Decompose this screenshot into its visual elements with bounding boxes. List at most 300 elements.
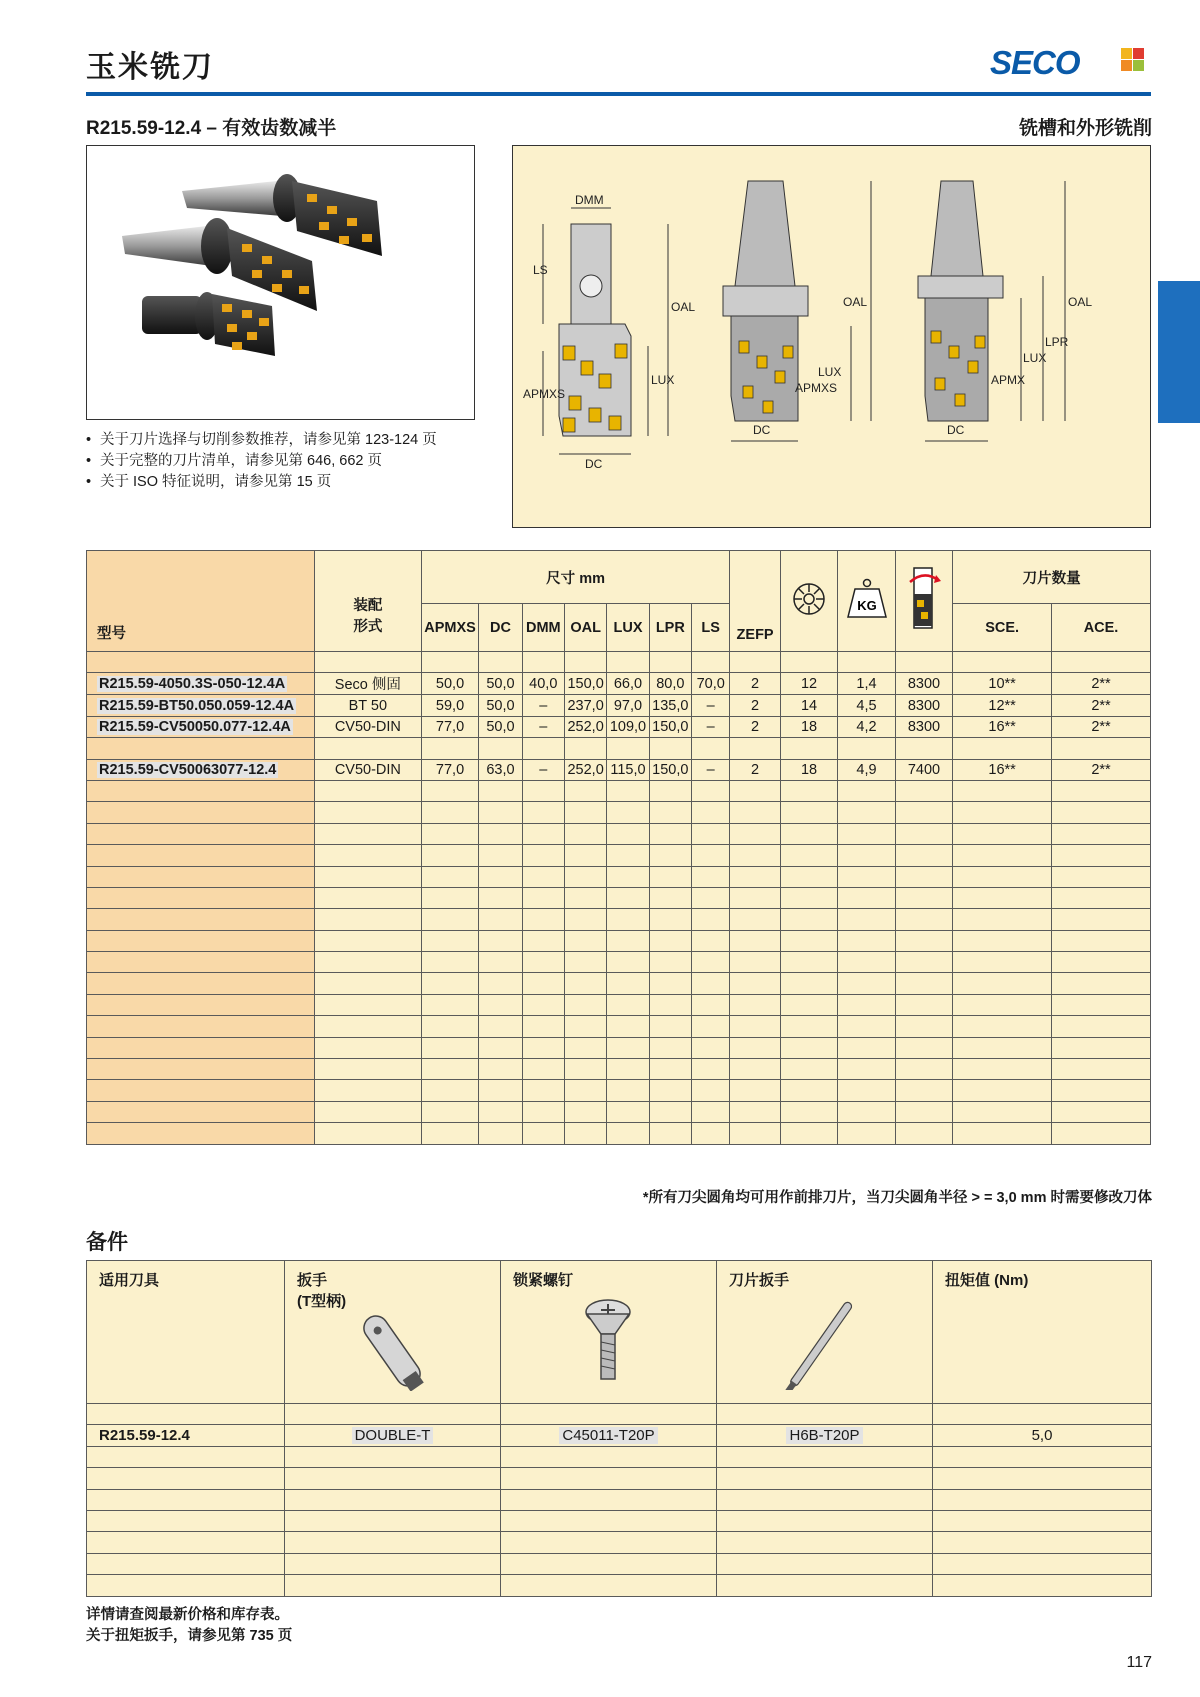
empty-cell — [87, 1553, 285, 1574]
empty-cell — [838, 952, 895, 973]
lux-cell: 66,0 — [607, 673, 649, 695]
empty-cell — [780, 909, 837, 930]
empty-cell — [564, 1037, 606, 1058]
empty-cell — [1052, 1016, 1151, 1037]
empty-table-row — [87, 887, 1151, 908]
empty-cell — [953, 887, 1052, 908]
empty-cell — [838, 1123, 895, 1144]
empty-cell — [649, 780, 691, 801]
teeth-cell: 12 — [780, 673, 837, 695]
empty-table-row — [87, 1101, 1151, 1122]
header-mount: 装配 形式 — [314, 551, 421, 652]
empty-cell — [780, 887, 837, 908]
empty-cell — [421, 887, 478, 908]
sce-cell: 16** — [953, 759, 1052, 780]
empty-cell — [838, 973, 895, 994]
empty-cell — [564, 909, 606, 930]
empty-cell — [421, 1101, 478, 1122]
lpr-cell: 150,0 — [649, 716, 691, 737]
empty-cell — [285, 1468, 501, 1489]
empty-cell — [838, 1059, 895, 1080]
acc-header-insert-key-label: 刀片扳手 — [729, 1272, 790, 1289]
empty-cell — [421, 823, 478, 844]
dim-lpr-label: LPR — [1045, 335, 1069, 349]
empty-cell — [421, 1123, 478, 1144]
empty-cell — [717, 1575, 933, 1596]
empty-cell — [895, 1101, 952, 1122]
teeth-cell: 14 — [780, 695, 837, 716]
header-apmxs: APMXS — [421, 604, 478, 652]
acc-torque-cell: 5,0 — [933, 1425, 1152, 1446]
empty-cell — [730, 909, 780, 930]
empty-cell — [692, 1123, 730, 1144]
empty-table-row — [87, 1489, 1152, 1510]
empty-cell — [953, 952, 1052, 973]
empty-cell — [564, 1059, 606, 1080]
dim-lux2-label: LUX — [818, 365, 842, 379]
empty-cell — [564, 823, 606, 844]
empty-cell — [649, 952, 691, 973]
empty-cell — [1052, 780, 1151, 801]
empty-cell — [649, 866, 691, 887]
empty-cell — [730, 973, 780, 994]
empty-cell — [314, 823, 421, 844]
mount-cell: Seco 侧固 — [314, 673, 421, 695]
acc-header-torque-label: 扭矩值 (Nm) — [945, 1272, 1029, 1289]
oal-cell: 252,0 — [564, 716, 606, 737]
table-footnote: *所有刀尖圆角均可用作前排刀片，当刀尖圆角半径 > = 3,0 mm 时需要修改刀体 — [642, 1190, 1152, 1206]
teeth-cell: 18 — [780, 716, 837, 737]
empty-cell — [479, 1080, 522, 1101]
acc-key-cell — [717, 1425, 933, 1446]
empty-cell — [564, 952, 606, 973]
lux-cell: 97,0 — [607, 695, 649, 716]
empty-cell — [314, 1101, 421, 1122]
empty-cell — [649, 1101, 691, 1122]
empty-cell — [780, 1037, 837, 1058]
empty-cell — [421, 930, 478, 951]
ls-cell: – — [692, 695, 730, 716]
empty-table-row — [87, 823, 1151, 844]
empty-cell — [285, 1510, 501, 1531]
empty-cell — [285, 1446, 501, 1467]
empty-cell — [522, 802, 564, 823]
ace-cell: 2** — [1052, 759, 1151, 780]
empty-cell — [87, 887, 315, 908]
reference-bullets — [86, 430, 437, 493]
dc-cell: 63,0 — [479, 759, 522, 780]
model-code: R215.59-4050.3S-050-12.4A — [99, 675, 286, 692]
empty-cell — [730, 994, 780, 1015]
empty-cell — [649, 1080, 691, 1101]
lux-cell: 109,0 — [607, 716, 649, 737]
empty-cell — [501, 1575, 717, 1596]
empty-cell — [780, 1059, 837, 1080]
empty-cell — [522, 1080, 564, 1101]
mount-cell: BT 50 — [314, 695, 421, 716]
dmm-cell: – — [522, 759, 564, 780]
empty-cell — [730, 1037, 780, 1058]
empty-cell — [895, 909, 952, 930]
empty-cell — [564, 930, 606, 951]
kg-cell: 4,5 — [838, 695, 895, 716]
dim-apmx-label: APMX — [991, 373, 1026, 387]
empty-cell — [522, 780, 564, 801]
empty-cell — [838, 780, 895, 801]
empty-cell — [564, 887, 606, 908]
empty-cell — [780, 823, 837, 844]
empty-cell — [649, 887, 691, 908]
empty-cell — [953, 845, 1052, 866]
empty-cell — [564, 780, 606, 801]
empty-cell — [421, 994, 478, 1015]
empty-cell — [314, 887, 421, 908]
empty-cell — [479, 802, 522, 823]
acc-wrench-cell — [285, 1425, 501, 1446]
empty-cell — [87, 1489, 285, 1510]
model-code: R215.59-BT50.050.059-12.4A — [99, 697, 295, 714]
empty-cell — [87, 1016, 315, 1037]
empty-cell — [953, 1123, 1052, 1144]
acc-header-wrench-label: 扳手 (T型柄) — [297, 1272, 347, 1310]
header-ace: ACE. — [1052, 604, 1151, 652]
technical-drawing — [512, 145, 1151, 528]
empty-cell — [87, 1123, 315, 1144]
empty-cell — [607, 952, 649, 973]
empty-cell — [953, 1037, 1052, 1058]
empty-cell — [1052, 866, 1151, 887]
empty-cell — [607, 802, 649, 823]
empty-cell — [564, 866, 606, 887]
empty-cell — [607, 866, 649, 887]
empty-cell — [522, 952, 564, 973]
category-label: 铣槽和外形铣削 — [1018, 118, 1152, 139]
table-row — [87, 716, 1151, 737]
empty-cell — [838, 823, 895, 844]
page-title: 玉米铣刀 — [86, 50, 214, 85]
empty-cell — [522, 1016, 564, 1037]
empty-cell — [87, 952, 315, 973]
empty-cell — [780, 780, 837, 801]
empty-cell — [1052, 930, 1151, 951]
bullet-item: • 关于刀片选择与切削参数推荐，请参见第 123-124 页 — [86, 430, 437, 451]
header-zefp: ZEFP — [730, 551, 780, 652]
weight-icon — [845, 577, 889, 621]
empty-table-row — [87, 845, 1151, 866]
empty-cell — [895, 1016, 952, 1037]
empty-cell — [314, 1016, 421, 1037]
empty-cell — [1052, 973, 1151, 994]
empty-cell — [692, 952, 730, 973]
oal-cell: 150,0 — [564, 673, 606, 695]
empty-cell — [314, 994, 421, 1015]
empty-cell — [314, 909, 421, 930]
empty-cell — [421, 1037, 478, 1058]
empty-cell — [730, 823, 780, 844]
cutter-teeth-icon — [791, 581, 827, 617]
empty-cell — [692, 823, 730, 844]
empty-cell — [522, 1123, 564, 1144]
empty-cell — [522, 909, 564, 930]
kg-label: KG — [856, 598, 877, 613]
empty-table-row — [87, 802, 1151, 823]
empty-cell — [421, 780, 478, 801]
empty-cell — [501, 1446, 717, 1467]
empty-cell — [895, 823, 952, 844]
empty-cell — [649, 823, 691, 844]
empty-cell — [479, 845, 522, 866]
empty-cell — [87, 909, 315, 930]
empty-table-row — [87, 994, 1151, 1015]
empty-table-row — [87, 1553, 1152, 1574]
empty-cell — [895, 1080, 952, 1101]
empty-cell — [895, 802, 952, 823]
empty-table-row — [87, 1532, 1152, 1553]
empty-cell — [895, 866, 952, 887]
header-dimensions-group: 尺寸 mm — [421, 551, 730, 604]
empty-cell — [953, 1080, 1052, 1101]
table-row — [87, 759, 1151, 780]
empty-cell — [421, 1080, 478, 1101]
table-row-spacer — [87, 652, 1151, 673]
empty-cell — [692, 1016, 730, 1037]
empty-cell — [314, 845, 421, 866]
empty-cell — [692, 866, 730, 887]
empty-cell — [780, 1016, 837, 1037]
acc-tool-cell: R215.59-12.4 — [87, 1425, 285, 1446]
empty-cell — [838, 909, 895, 930]
empty-cell — [649, 1123, 691, 1144]
empty-cell — [895, 845, 952, 866]
empty-cell — [87, 1510, 285, 1531]
empty-cell — [692, 909, 730, 930]
header-teeth-icon — [780, 551, 837, 652]
empty-cell — [953, 1016, 1052, 1037]
brand-name: SECO — [990, 44, 1080, 81]
empty-cell — [717, 1532, 933, 1553]
empty-cell — [314, 1059, 421, 1080]
lpr-cell: 80,0 — [649, 673, 691, 695]
empty-cell — [421, 802, 478, 823]
empty-cell — [314, 1080, 421, 1101]
acc-wrench-value: DOUBLE-T — [352, 1427, 434, 1444]
empty-cell — [479, 1123, 522, 1144]
empty-cell — [522, 823, 564, 844]
header-sce: SCE. — [953, 604, 1052, 652]
empty-cell — [717, 1489, 933, 1510]
empty-cell — [87, 823, 315, 844]
insert-key-icon — [729, 1290, 919, 1390]
empty-cell — [933, 1468, 1152, 1489]
empty-cell — [87, 994, 315, 1015]
empty-cell — [730, 845, 780, 866]
empty-cell — [87, 845, 315, 866]
model-code: R215.59-CV50050.077-12.4A — [99, 718, 291, 735]
empty-cell — [780, 1123, 837, 1144]
empty-cell — [838, 866, 895, 887]
acc-key-value: H6B-T20P — [786, 1427, 862, 1444]
empty-cell — [1052, 1037, 1151, 1058]
empty-cell — [838, 802, 895, 823]
apmxs-cell: 77,0 — [421, 716, 478, 737]
empty-cell — [421, 952, 478, 973]
empty-cell — [314, 780, 421, 801]
header-ls: LS — [692, 604, 730, 652]
empty-cell — [953, 1059, 1052, 1080]
empty-cell — [692, 1080, 730, 1101]
accessories-table — [86, 1260, 1152, 1597]
empty-cell — [953, 994, 1052, 1015]
empty-cell — [780, 973, 837, 994]
empty-cell — [649, 930, 691, 951]
empty-cell — [564, 1016, 606, 1037]
bullet-item: • 关于完整的刀片清单，请参见第 646, 662 页 — [86, 451, 437, 472]
empty-cell — [421, 1059, 478, 1080]
empty-cell — [895, 952, 952, 973]
acc-table-row — [87, 1425, 1152, 1446]
model-code: R215.59-CV50063077-12.4 — [99, 761, 277, 778]
empty-cell — [421, 1016, 478, 1037]
empty-cell — [730, 1016, 780, 1037]
empty-cell — [730, 1101, 780, 1122]
empty-cell — [479, 1016, 522, 1037]
empty-cell — [479, 887, 522, 908]
empty-table-row — [87, 1037, 1151, 1058]
empty-cell — [953, 780, 1052, 801]
empty-cell — [285, 1532, 501, 1553]
empty-cell — [607, 909, 649, 930]
rpm-cell: 7400 — [895, 759, 952, 780]
empty-cell — [692, 930, 730, 951]
empty-table-row — [87, 780, 1151, 801]
header-lux: LUX — [607, 604, 649, 652]
acc-header-tool-label: 适用刀具 — [99, 1272, 160, 1289]
empty-cell — [607, 930, 649, 951]
empty-table-row — [87, 909, 1151, 930]
empty-cell — [730, 1059, 780, 1080]
kg-cell: 4,2 — [838, 716, 895, 737]
empty-cell — [607, 1059, 649, 1080]
empty-cell — [1052, 952, 1151, 973]
table-row-spacer — [87, 738, 1151, 759]
empty-cell — [895, 973, 952, 994]
empty-cell — [933, 1510, 1152, 1531]
empty-cell — [421, 909, 478, 930]
empty-cell — [692, 887, 730, 908]
empty-cell — [692, 1101, 730, 1122]
empty-cell — [730, 952, 780, 973]
dimension-drawing — [513, 146, 1150, 527]
empty-cell — [838, 1037, 895, 1058]
header-dmm: DMM — [522, 604, 564, 652]
empty-cell — [501, 1532, 717, 1553]
empty-cell — [607, 1080, 649, 1101]
zefp-cell: 2 — [730, 695, 780, 716]
oal-cell: 252,0 — [564, 759, 606, 780]
acc-screw-value: C45011-T20P — [559, 1427, 657, 1444]
empty-table-row — [87, 1446, 1152, 1467]
empty-cell — [479, 780, 522, 801]
empty-cell — [87, 1059, 315, 1080]
empty-cell — [649, 1059, 691, 1080]
empty-cell — [87, 780, 315, 801]
empty-cell — [838, 930, 895, 951]
empty-cell — [692, 1037, 730, 1058]
accessories-title: 备件 — [86, 1229, 128, 1254]
empty-table-row — [87, 930, 1151, 951]
empty-cell — [607, 887, 649, 908]
empty-cell — [730, 887, 780, 908]
empty-cell — [607, 1123, 649, 1144]
empty-cell — [838, 887, 895, 908]
zefp-cell: 2 — [730, 673, 780, 695]
empty-cell — [1052, 994, 1151, 1015]
empty-cell — [607, 845, 649, 866]
header-lpr: LPR — [649, 604, 691, 652]
product-subtitle: R215.59-12.4 – 有效齿数减半 — [86, 118, 337, 139]
empty-cell — [717, 1468, 933, 1489]
empty-cell — [692, 973, 730, 994]
empty-cell — [522, 930, 564, 951]
empty-cell — [501, 1489, 717, 1510]
torque-wrench-note: 关于扭矩扳手，请参见第 735 页 — [86, 1628, 293, 1644]
dim-oal3-label: OAL — [1068, 295, 1093, 309]
dim-oal-label: OAL — [671, 300, 696, 314]
sce-cell: 10** — [953, 673, 1052, 695]
empty-cell — [780, 930, 837, 951]
lpr-cell: 150,0 — [649, 759, 691, 780]
empty-cell — [692, 845, 730, 866]
empty-cell — [564, 973, 606, 994]
header-rpm-icon — [895, 551, 952, 652]
empty-cell — [717, 1510, 933, 1531]
mount-cell: CV50-DIN — [314, 759, 421, 780]
cutter-photo-icon — [87, 146, 474, 419]
locking-screw-icon — [513, 1290, 703, 1390]
empty-cell — [1052, 887, 1151, 908]
price-note: 详情请查阅最新价格和库存表。 — [86, 1607, 289, 1623]
acc-header-insert-key — [717, 1261, 933, 1404]
empty-table-row — [87, 1080, 1151, 1101]
dmm-cell: 40,0 — [522, 673, 564, 695]
empty-table-row — [87, 866, 1151, 887]
empty-table-row — [87, 1016, 1151, 1037]
empty-cell — [87, 1575, 285, 1596]
empty-cell — [314, 1037, 421, 1058]
empty-cell — [522, 973, 564, 994]
dc-cell: 50,0 — [479, 695, 522, 716]
accessories-table-body — [87, 1261, 1152, 1597]
empty-cell — [1052, 1101, 1151, 1122]
page-number: 117 — [1126, 1654, 1152, 1671]
empty-cell — [895, 930, 952, 951]
kg-cell: 1,4 — [838, 673, 895, 695]
empty-cell — [501, 1510, 717, 1531]
empty-cell — [953, 866, 1052, 887]
empty-cell — [649, 973, 691, 994]
empty-cell — [953, 1101, 1052, 1122]
empty-cell — [838, 1080, 895, 1101]
empty-cell — [607, 994, 649, 1015]
empty-cell — [649, 1016, 691, 1037]
dim-oal2-label: OAL — [843, 295, 868, 309]
empty-cell — [1052, 1080, 1151, 1101]
empty-cell — [87, 1446, 285, 1467]
table-row — [87, 695, 1151, 716]
max-rpm-icon — [906, 566, 942, 632]
empty-cell — [649, 994, 691, 1015]
table-row — [87, 673, 1151, 695]
